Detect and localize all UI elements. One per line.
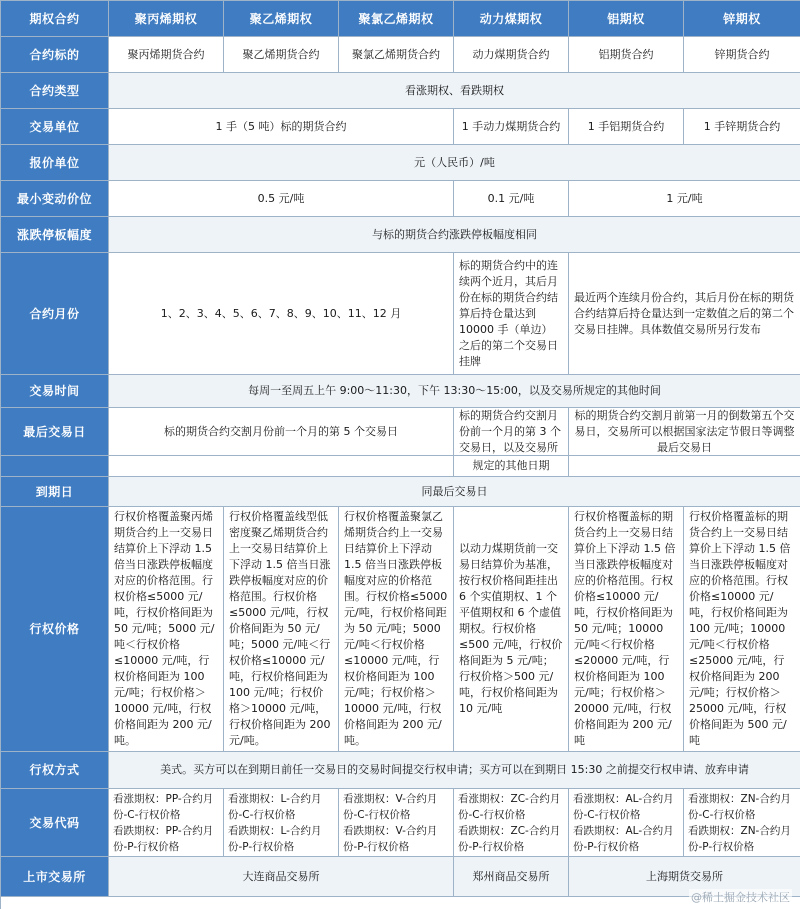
code-call: 看涨期权：ZC-合约月份-C-行权价格 bbox=[458, 792, 561, 821]
row-label-underlying: 合约标的 bbox=[1, 37, 109, 73]
last-day-label-continuation bbox=[1, 456, 109, 477]
row-label-type: 合约类型 bbox=[1, 73, 109, 109]
strike-pvc: 行权价格覆盖聚氯乙烯期货合约上一交易日结算价上下浮动 1.5 倍当日涨跌停板幅度对应的价格范围。行权价格≤5000 元/吨，行权价格间距为 50 元/吨；5000 元/吨＜行权价格≤10000 元/吨，行权价格间距为 100 元/吨；行权价格＞10000 元/吨，行权价格间距为 200 元/吨。 bbox=[339, 507, 454, 752]
last-day-coal-extra: 规定的其他日期 bbox=[454, 456, 569, 477]
code-call: 看涨期权：ZN-合约月份-C-行权价格 bbox=[688, 792, 791, 821]
code-call: 看涨期权：V-合约月份-C-行权价格 bbox=[343, 792, 438, 821]
header-product-al: 铝期权 bbox=[569, 1, 684, 37]
code-put: 看跌期权：L-合约月份-P-行权价格 bbox=[228, 824, 322, 853]
row-label-quote: 报价单位 bbox=[1, 145, 109, 181]
underlying-pvc: 聚氯乙烯期货合约 bbox=[339, 37, 454, 73]
codes-al bbox=[569, 789, 684, 857]
code-call: 看涨期权：L-合约月份-C-行权价格 bbox=[228, 792, 322, 821]
row-label-tick: 最小变动价位 bbox=[1, 181, 109, 217]
underlying-al: 铝期货合约 bbox=[569, 37, 684, 73]
row-label-last-day: 最后交易日 bbox=[1, 408, 109, 456]
exchange-coal: 郑州商品交易所 bbox=[454, 857, 569, 897]
row-label-codes: 交易代码 bbox=[1, 789, 109, 857]
hours-value: 每周一至周五上午 9:00～11:30，下午 13:30～15:00，以及交易所规定的其他时间 bbox=[109, 375, 800, 408]
underlying-pe: 聚乙烯期货合约 bbox=[224, 37, 339, 73]
last-day-shfe: 标的期货合约交割月前第一月的倒数第五个交易日，交易所可以根据国家法定节假日等调整最后交易日 bbox=[569, 408, 800, 456]
codes-pe bbox=[224, 789, 339, 857]
months-shfe: 最近两个连续月份合约，其后月份在标的期货合约结算后持仓量达到一定数值之后的第二个交易日挂牌。具体数值交易所另行发布 bbox=[569, 253, 800, 375]
code-call: 看涨期权：PP-合约月份-C-行权价格 bbox=[113, 792, 214, 821]
expiry-value: 同最后交易日 bbox=[109, 477, 800, 507]
last-day-coal: 标的期货合约交割月份前一个月的第 3 个交易日，以及交易所 bbox=[454, 408, 569, 456]
code-put: 看跌期权：PP-合约月份-P-行权价格 bbox=[113, 824, 214, 853]
strike-zn: 行权价格覆盖标的期货合约上一交易日结算价上下浮动 1.5 倍当日涨跌停板幅度对应的价格范围。行权价格≤10000 元/吨，行权价格间距为 100 元/吨；10000 元/吨＜行权价格≤25000 元/吨，行权价格间距为 200 元/吨；行权价格＞25000 元/吨，行权价格间距为 500 元/吨 bbox=[684, 507, 800, 752]
exchange-shfe: 上海期货交易所 bbox=[569, 857, 800, 897]
codes-zn bbox=[684, 789, 800, 857]
row-label-exchange: 上市交易所 bbox=[1, 857, 109, 897]
row-label-expiry: 到期日 bbox=[1, 477, 109, 507]
exchange-dalian: 大连商品交易所 bbox=[109, 857, 454, 897]
row-label-exercise: 行权方式 bbox=[1, 752, 109, 789]
unit-coal: 1 手动力煤期货合约 bbox=[454, 109, 569, 145]
underlying-zn: 锌期货合约 bbox=[684, 37, 800, 73]
tick-dalian: 0.5 元/吨 bbox=[109, 181, 454, 217]
code-put: 看跌期权：V-合约月份-P-行权价格 bbox=[343, 824, 438, 853]
last-day-dalian: 标的期货合约交割月份前一个月的第 5 个交易日 bbox=[109, 408, 454, 456]
row-label-hours: 交易时间 bbox=[1, 375, 109, 408]
codes-pp bbox=[109, 789, 224, 857]
months-dalian: 1、2、3、4、5、6、7、8、9、10、11、12 月 bbox=[109, 253, 454, 375]
last-day-shfe-continuation bbox=[569, 456, 800, 477]
months-coal: 标的期货合约中的连续两个近月，其后月份在标的期货合约结算后持仓量达到 10000 手（单边）之后的第二个交易日挂牌 bbox=[454, 253, 569, 375]
quote-value: 元（人民币）/吨 bbox=[109, 145, 800, 181]
code-call: 看涨期权：AL-合约月份-C-行权价格 bbox=[573, 792, 674, 821]
unit-zn: 1 手锌期货合约 bbox=[684, 109, 800, 145]
row-label-limit: 涨跌停板幅度 bbox=[1, 217, 109, 253]
row-label-unit: 交易单位 bbox=[1, 109, 109, 145]
code-put: 看跌期权：ZC-合约月份-P-行权价格 bbox=[458, 824, 561, 853]
strike-coal: 以动力煤期货前一交易日结算价为基准，按行权价格间距挂出 6 个实值期权、1 个平值期权和 6 个虚值期权。行权价格≤500 元/吨，行权价格间距为 5 元/吨；行权价格＞500 元/吨，行权价格间距为 10 元/吨 bbox=[454, 507, 569, 752]
header-product-pp: 聚丙烯期权 bbox=[109, 1, 224, 37]
strike-al: 行权价格覆盖标的期货合约上一交易日结算价上下浮动 1.5 倍当日涨跌停板幅度对应的价格范围。行权价格≤10000 元/吨，行权价格间距为 50 元/吨；10000 元/吨＜行权价格≤20000 元/吨，行权价格间距为 100 元/吨；行权价格＞20000 元/吨，行权价格间距为 200 元/吨 bbox=[569, 507, 684, 752]
strike-pe: 行权价格覆盖线型低密度聚乙烯期货合约上一交易日结算价上下浮动 1.5 倍当日涨跌停板幅度对应的价格范围。行权价格≤5000 元/吨，行权价格间距为 50 元/吨；5000 元/吨＜行权价格≤10000 元/吨，行权价格间距为 100 元/吨；行权价格＞10000 元/吨，行权价格间距为 200 元/吨。 bbox=[224, 507, 339, 752]
watermark: @稀土掘金技术社区 bbox=[691, 891, 790, 904]
strike-pp: 行权价格覆盖聚丙烯期货合约上一交易日结算价上下浮动 1.5 倍当日涨跌停板幅度对应的价格范围。行权价格≤5000 元/吨，行权价格间距为 50 元/吨；5000 元/吨＜行权价格≤10000 元/吨，行权价格间距为 100 元/吨；行权价格＞10000 元/吨，行权价格间距为 200 元/吨。 bbox=[109, 507, 224, 752]
row-label-months: 合约月份 bbox=[1, 253, 109, 375]
tick-coal: 0.1 元/吨 bbox=[454, 181, 569, 217]
header-product-pvc: 聚氯乙烯期权 bbox=[339, 1, 454, 37]
header-label-cell: 期权合约 bbox=[1, 1, 109, 37]
exercise-value: 美式。买方可以在到期日前任一交易日的交易时间提交行权申请；买方可以在到期日 15:30 之前提交行权申请、放弃申请 bbox=[109, 752, 800, 789]
codes-pvc bbox=[339, 789, 454, 857]
header-product-pe: 聚乙烯期权 bbox=[224, 1, 339, 37]
row-label-strike: 行权价格 bbox=[1, 507, 109, 752]
last-day-dalian-continuation bbox=[109, 456, 454, 477]
code-put: 看跌期权：ZN-合约月份-P-行权价格 bbox=[688, 824, 791, 853]
codes-coal bbox=[454, 789, 569, 857]
unit-dalian: 1 手（5 吨）标的期货合约 bbox=[109, 109, 454, 145]
unit-al: 1 手铝期货合约 bbox=[569, 109, 684, 145]
code-put: 看跌期权：AL-合约月份-P-行权价格 bbox=[573, 824, 674, 853]
limit-value: 与标的期货合约涨跌停板幅度相同 bbox=[109, 217, 800, 253]
underlying-pp: 聚丙烯期货合约 bbox=[109, 37, 224, 73]
type-value: 看涨期权、看跌期权 bbox=[109, 73, 800, 109]
header-product-zn: 锌期权 bbox=[684, 1, 800, 37]
underlying-coal: 动力煤期货合约 bbox=[454, 37, 569, 73]
header-product-coal: 动力煤期权 bbox=[454, 1, 569, 37]
tick-shfe: 1 元/吨 bbox=[569, 181, 800, 217]
